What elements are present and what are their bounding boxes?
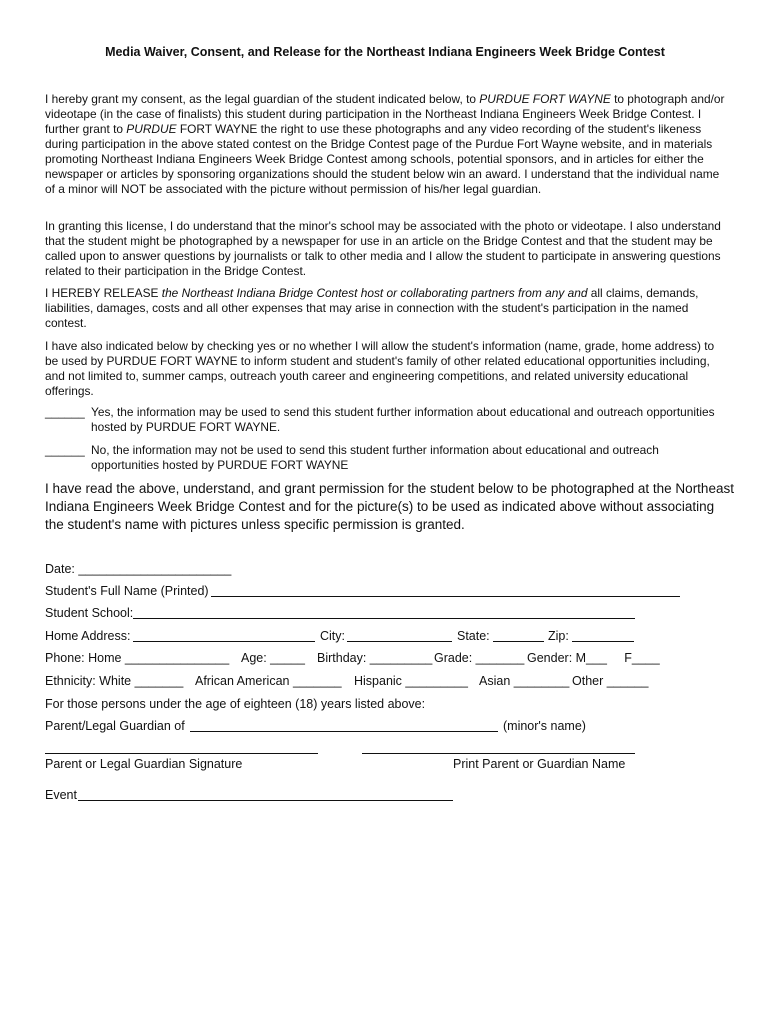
- release-text-b: the Northeast Indiana Bridge Contest host or collaborating partners from any and: [161, 286, 588, 300]
- license-paragraph: In granting this license, I do understand that the minor's school may be associated with the photo or videotape. I also understand that the student might be photographed by a newspaper for use in an article on the Bridge Contest and that the student may be called upon to answer questions by journalists or talk to other media and I allow the student to participate in answering questions related to their participation in the Bridge Contest.: [45, 219, 721, 278]
- phone-field[interactable]: Phone: Home _______________: [45, 651, 230, 665]
- consent-text-b: PURDUE FORT WAYNE: [479, 92, 611, 106]
- city-field[interactable]: [347, 641, 452, 642]
- release-paragraph: [45, 286, 725, 331]
- gender-field[interactable]: Gender: M___ F____: [527, 651, 660, 665]
- ethnicity-other-field[interactable]: Other ______: [572, 674, 649, 688]
- state-label: State:: [457, 629, 490, 643]
- guardian-of-label: Parent/Legal Guardian of: [45, 719, 185, 733]
- ethnicity-african-american-field[interactable]: African American _______: [195, 674, 342, 688]
- consent-paragraph: [45, 92, 725, 197]
- grade-field[interactable]: Grade: _______: [434, 651, 525, 665]
- ethnicity-white-field[interactable]: Ethnicity: White _______: [45, 674, 184, 688]
- option-no-blank[interactable]: ______: [45, 443, 85, 457]
- date-field[interactable]: Date: ______________________: [45, 562, 232, 576]
- consent-text-d: PURDUE: [126, 122, 177, 136]
- document-title: Media Waiver, Consent, and Release for the Northeast Indiana Engineers Week Bridge Contest: [105, 45, 665, 59]
- minor-name-label: (minor's name): [503, 719, 586, 733]
- permission-statement: I have read the above, understand, and grant permission for the student below to be photographed at the Northeast Indiana Engineers Week Bridge Contest and for the picture(s) to be used as indicated above without associating the student's name with pictures unless specific permission is granted.: [45, 481, 734, 532]
- option-no-text: No, the information may not be used to send this student further information about educational and outreach opportunities hosted by PURDUE FORT WAYNE: [91, 443, 659, 472]
- zip-field[interactable]: [572, 641, 634, 642]
- signature-label: Parent or Legal Guardian Signature: [45, 757, 243, 771]
- home-address-label: Home Address:: [45, 629, 131, 643]
- city-label: City:: [320, 629, 345, 643]
- consent-text-a: I hereby grant my consent, as the legal guardian of the student indicated below, to: [45, 92, 480, 106]
- release-text-c: all claims, demands, liabilities, damages, costs and all other expenses that may arise in connection with the student's participation in the named contest.: [45, 286, 699, 330]
- birthday-field[interactable]: Birthday: _________: [317, 651, 433, 665]
- age-field[interactable]: Age: _____: [241, 651, 305, 665]
- full-name-field[interactable]: [211, 596, 680, 597]
- minor-name-field[interactable]: [190, 731, 498, 732]
- release-text-a: I HEREBY RELEASE: [45, 286, 162, 300]
- event-label: Event: [45, 788, 77, 802]
- full-name-label: Student's Full Name (Printed): [45, 584, 209, 598]
- consent-text-c: to photograph and/or videotape (in the case of finalists) this student during participation in the Northeast Indiana Engineers Week Bridge Contest. I further grant to: [45, 92, 725, 136]
- school-label: Student School:: [45, 606, 134, 620]
- under-eighteen-note: For those persons under the age of eighteen (18) years listed above:: [45, 697, 426, 711]
- state-field[interactable]: [493, 641, 544, 642]
- print-name-label: Print Parent or Guardian Name: [453, 757, 626, 771]
- guardian-signature-field[interactable]: [45, 753, 318, 754]
- ethnicity-hispanic-field[interactable]: Hispanic _________: [354, 674, 468, 688]
- consent-text-e: FORT WAYNE the right to use these photographs and any video recording of the student's likeness during participation in the above stated contest on the Bridge Contest page of the Purdue Fort Wayne website, and in materials promoting Northeast Indiana Engineers Week Bridge Contest among schools, potential sponsors, and in articles for either the newspaper or articles by sponsoring organizations should the student below win an award. I understand that the individual name of a minor will NOT be associated with the picture without permission of his/her legal guardian.: [45, 122, 720, 196]
- school-field[interactable]: [133, 618, 635, 619]
- information-use-paragraph: I have also indicated below by checking yes or no whether I will allow the student's information (name, grade, home address) to be used by PURDUE FORT WAYNE to inform student and student's family of other related educational opportunities including, and not limited to, summer camps, outreach youth career and engineering competitions, and related university educational offerings.: [45, 339, 715, 398]
- option-yes-blank[interactable]: ______: [45, 405, 85, 419]
- event-field[interactable]: [78, 800, 453, 801]
- option-yes-text: Yes, the information may be used to send this student further information about educational and outreach opportunities hosted by PURDUE FORT WAYNE.: [91, 405, 715, 434]
- guardian-print-name-field[interactable]: [362, 753, 635, 754]
- home-address-field[interactable]: [133, 641, 315, 642]
- zip-label: Zip:: [548, 629, 569, 643]
- ethnicity-asian-field[interactable]: Asian ________: [479, 674, 570, 688]
